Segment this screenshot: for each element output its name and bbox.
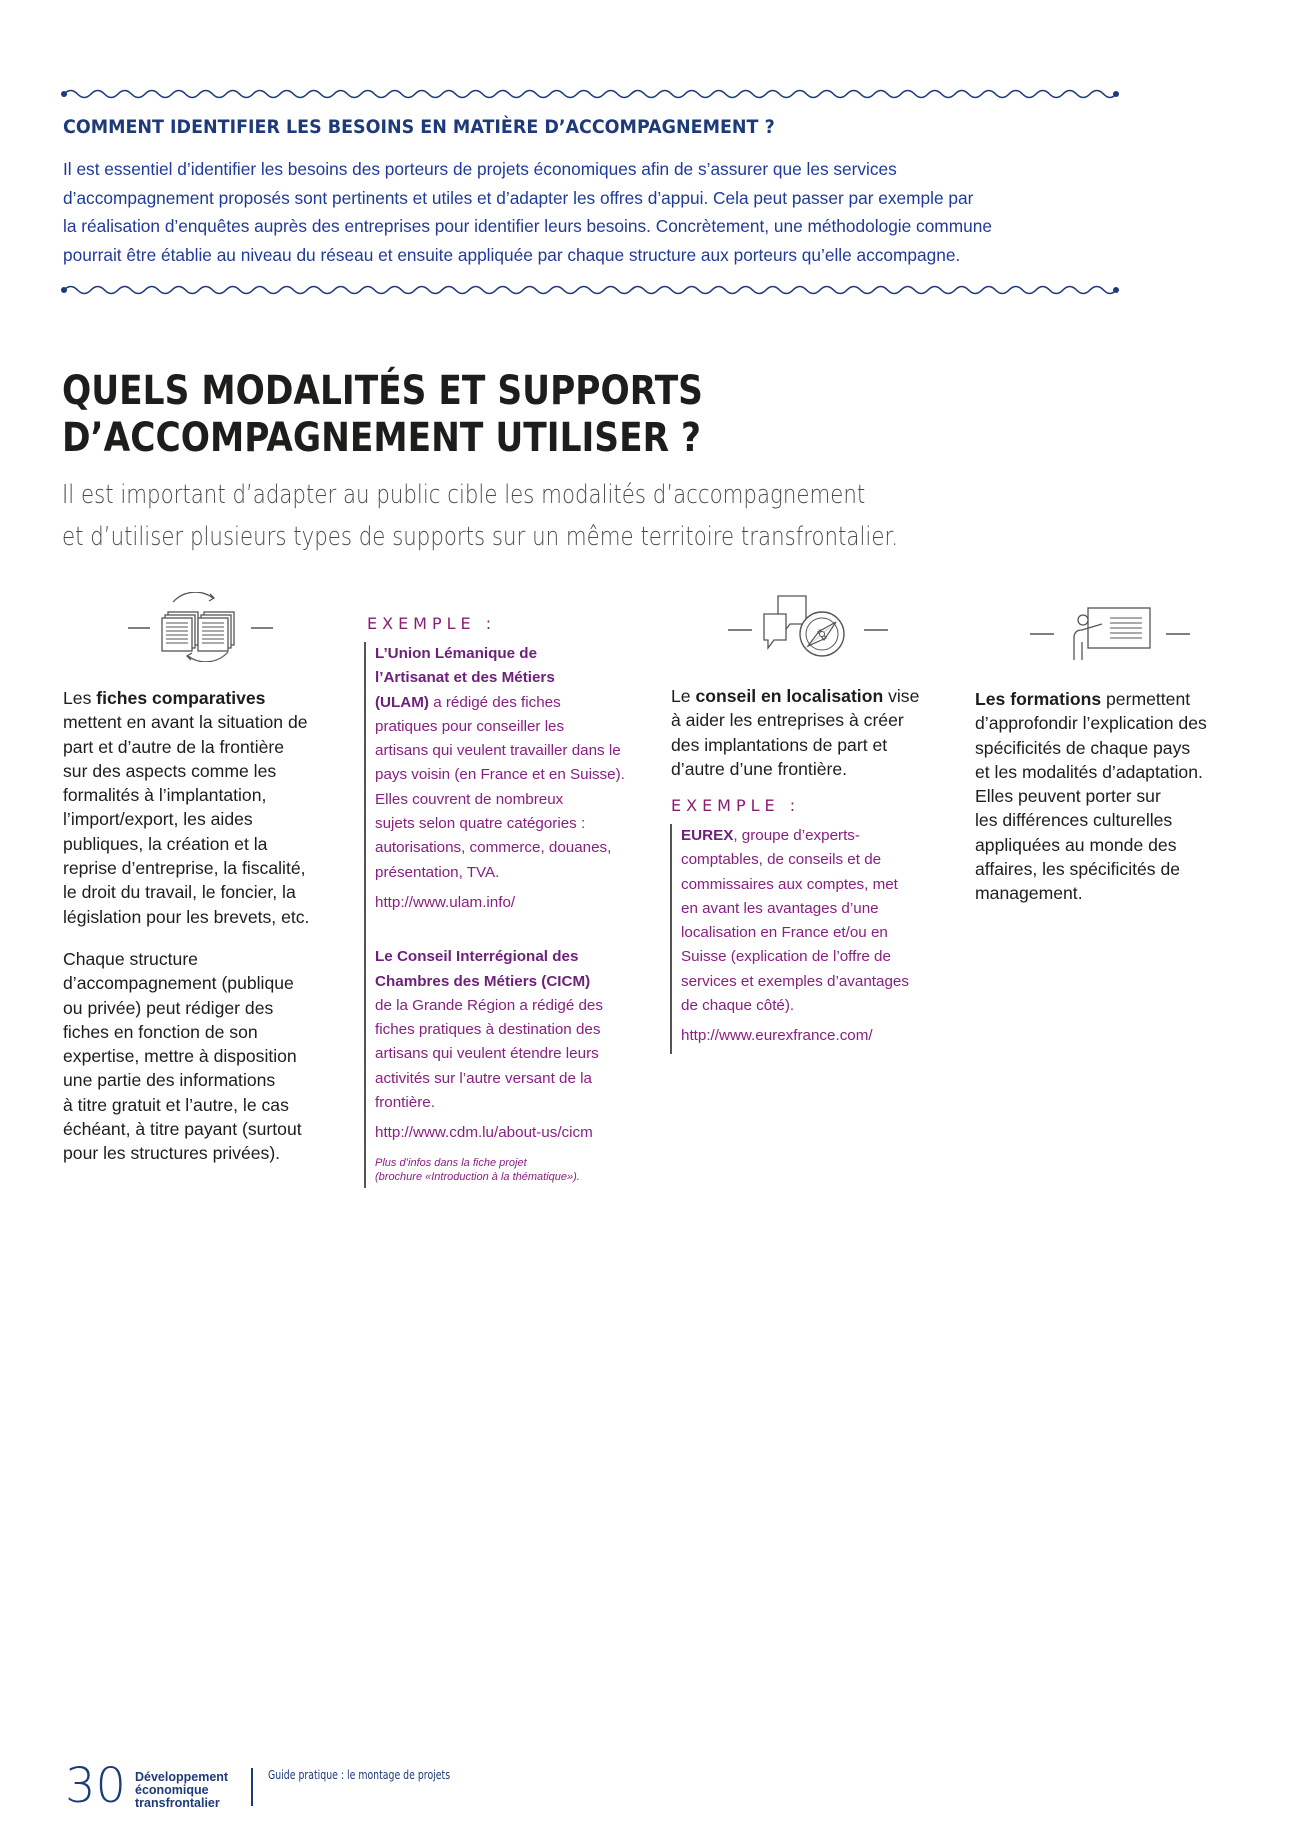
example-line — [375, 970, 665, 994]
info-note — [375, 1156, 665, 1184]
col1-line: formalités à l’implantation, — [63, 785, 267, 806]
example-line: comptables, de conseils et de — [681, 851, 882, 869]
page-title — [62, 368, 703, 462]
brand-line: économique — [135, 1783, 209, 1797]
chat-compass-icon — [728, 588, 888, 664]
column-formations — [975, 687, 1265, 906]
box-paragraph — [63, 155, 1098, 269]
example-line — [375, 666, 665, 690]
example-line: de la Grande Région a rédigé des — [375, 996, 603, 1014]
brand-name — [135, 1771, 228, 1810]
bold-term: fiches comparatives — [96, 688, 266, 708]
example-line: pays voisin (en France et en Suisse). — [375, 766, 625, 784]
footer-divider — [251, 1768, 253, 1806]
example-line — [375, 642, 665, 666]
col3-line — [671, 684, 961, 708]
org-name: EUREX — [681, 827, 734, 844]
col1-line: pour les structures privées). — [63, 1143, 281, 1164]
example-line: fiches pratiques à destination des — [375, 1021, 601, 1039]
col1-line: reprise d’entreprise, la fiscalité, — [63, 858, 306, 879]
eurex-link[interactable]: http://www.eurexfrance.com/ — [681, 1027, 873, 1045]
page-subtitle — [62, 474, 899, 558]
col1-line: sur des aspects comme les — [63, 760, 277, 781]
example-line: localisation en France et/ou en — [681, 924, 888, 942]
example-line — [681, 824, 971, 848]
example-ulam — [375, 642, 665, 915]
text-fragment: vise — [883, 686, 920, 706]
example-cicm — [375, 945, 665, 1183]
example-box-ulam-cicm — [364, 642, 665, 1188]
example-line: présentation, TVA. — [375, 863, 500, 881]
box-line: Il est essentiel d’identifier les besoins des porteurs de projets économiques afin de s’assurer que les services — [63, 159, 897, 179]
example-line: en avant les avantages d’une — [681, 899, 879, 917]
note-line: Plus d’infos dans la fiche projet — [375, 1156, 527, 1169]
text-fragment: permettent — [1101, 689, 1191, 709]
page-number: 30 — [65, 1758, 127, 1814]
col1-line: à titre gratuit et l’autre, le cas — [63, 1094, 289, 1115]
note-line: (brochure «Introduction à la thématique»). — [375, 1170, 580, 1183]
subtitle-line: Il est important d’adapter au public cible les modalités d’accompagnement — [62, 480, 866, 510]
example-line: commissaires aux comptes, met — [681, 875, 898, 893]
example-line: Suisse (explication de l’offre de — [681, 948, 891, 966]
col1-line: le droit du travail, le foncier, la — [63, 882, 296, 903]
text-fragment: Les — [63, 688, 97, 708]
example-line: artisans qui veulent étendre leurs — [375, 1045, 599, 1063]
col4-line: management. — [975, 883, 1083, 904]
example-line: services et exemples d’avantages — [681, 972, 909, 990]
text-fragment: a rédigé des fiches — [428, 693, 561, 711]
title-line: D’ACCOMPAGNEMENT UTILISER ? — [62, 415, 701, 461]
presentation-board-icon — [1030, 602, 1190, 664]
ulam-link[interactable]: http://www.ulam.info/ — [375, 893, 516, 911]
col4-line: les différences culturelles — [975, 810, 1173, 831]
example-box-eurex — [670, 824, 971, 1054]
col1-line — [63, 686, 333, 710]
text-fragment: , groupe d’experts- — [733, 827, 860, 844]
column-fiches-comparatives — [63, 686, 333, 1166]
col1-line: échéant, à titre payant (surtout — [63, 1119, 302, 1140]
col4-line: affaires, les spécificités de — [975, 859, 1181, 880]
wave-divider-bottom — [60, 280, 1120, 300]
col4-line: Elles peuvent porter sur — [975, 786, 1161, 807]
org-name: Chambres des Métiers (CICM) — [375, 972, 591, 990]
wave-divider-top — [60, 84, 1120, 104]
org-name: L’Union Lémanique de — [375, 645, 538, 662]
col1-line: part et d’autre de la frontière — [63, 736, 285, 757]
box-line: la réalisation d’enquêtes auprès des entreprises pour identifier leurs besoins. Concrètement, une méthodologie commune — [63, 216, 992, 237]
example-line: Elles couvrent de nombreux — [375, 790, 564, 808]
text-fragment: Le — [671, 686, 696, 706]
example-line: frontière. — [375, 1094, 435, 1112]
col1-line: l’import/export, les aides — [63, 809, 253, 830]
col4-line: appliquées au monde des — [975, 834, 1177, 855]
org-acronym: (ULAM) — [375, 693, 429, 711]
col1-paragraph-2 — [63, 947, 333, 1166]
example-line: pratiques pour conseiller les — [375, 717, 565, 735]
bold-term: Les formations — [975, 689, 1102, 709]
cicm-link[interactable]: http://www.cdm.lu/about-us/cicm — [375, 1124, 593, 1142]
col3-line: d’autre d’une frontière. — [671, 758, 848, 779]
example-label: EXEMPLE : — [367, 614, 497, 633]
title-line: QUELS MODALITÉS ET SUPPORTS — [62, 368, 703, 414]
col1-line: d’accompagnement (publique — [63, 973, 294, 994]
example-line: autorisations, commerce, douanes, — [375, 839, 612, 857]
col1-line: Chaque structure — [63, 948, 198, 969]
example-line: activités sur l’autre versant de la — [375, 1069, 592, 1087]
col4-line: spécificités de chaque pays — [975, 737, 1191, 758]
org-name: Le Conseil Interrégional des — [375, 948, 579, 966]
col1-line: législation pour les brevets, etc. — [63, 906, 310, 927]
subtitle-line: et d’utiliser plusieurs types de supports sur un même territoire transfrontalier. — [62, 522, 899, 552]
example-line: sujets selon quatre catégories : — [375, 815, 586, 833]
guide-title: Guide pratique : le montage de projets — [268, 1768, 451, 1782]
example-line: artisans qui veulent travailler dans le — [375, 742, 621, 760]
col4-line: et les modalités d’adaptation. — [975, 761, 1203, 782]
org-name: l’Artisanat et des Métiers — [375, 669, 555, 687]
col3-line: des implantations de part et — [671, 734, 888, 755]
documents-icon — [128, 592, 273, 662]
col1-line: fiches en fonction de son — [63, 1021, 258, 1042]
example-line — [375, 945, 665, 969]
example-line — [375, 691, 665, 715]
box-title: COMMENT IDENTIFIER LES BESOINS EN MATIÈRE D’ACCOMPAGNEMENT ? — [63, 116, 775, 138]
column-conseil-localisation — [671, 684, 961, 781]
col4-line — [975, 687, 1265, 711]
col1-line: ou privée) peut rédiger des — [63, 997, 274, 1018]
brand-line: Développement — [135, 1770, 229, 1784]
brand-line: transfrontalier — [135, 1796, 220, 1810]
bold-term: conseil en localisation — [695, 686, 884, 706]
col1-line: publiques, la création et la — [63, 833, 268, 854]
col4-line: d’approfondir l’explication des — [975, 713, 1207, 734]
example-line: de chaque côté). — [681, 997, 795, 1015]
col1-paragraph-1 — [63, 686, 333, 929]
col1-line: une partie des informations — [63, 1070, 276, 1091]
box-line: d’accompagnement proposés sont pertinents et utiles et d’adapter les offres d’appui. Cela peut passer par exemple par — [63, 187, 974, 208]
col1-line: mettent en avant la situation de — [63, 712, 308, 733]
col1-line: expertise, mettre à disposition — [63, 1046, 297, 1067]
col3-line: à aider les entreprises à créer — [671, 710, 904, 731]
box-line: pourrait être établie au niveau du réseau et ensuite appliquée par chaque structure aux porteurs qu’elle accompagne. — [63, 244, 961, 265]
example-label: EXEMPLE : — [671, 796, 801, 815]
